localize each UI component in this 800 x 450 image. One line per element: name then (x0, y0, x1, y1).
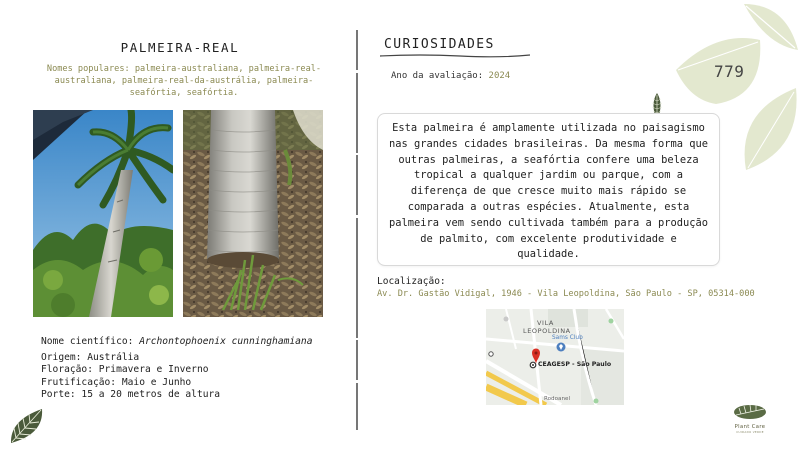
scientific-name-row (41, 336, 312, 349)
curiosity-card (377, 113, 720, 266)
curiosity-text: Esta palmeira é amplamente utilizada no paisagismo nas grandes cidades brasileiras. Da mesma forma que outras palmeiras, a seafórtia confere uma beleza tropical a qualquer jardim ou parque, com a diferença de que cresce muito mais rápido se comparada a outras espécies. Atualmente, esta palmeira vem sendo cultivada também para a produção de palmito, com excelente produtividade e qualidade. (388, 122, 709, 261)
column-divider (356, 30, 358, 430)
location-address[interactable]: Av. Dr. Gastão Vidigal, 1946 - Vila Leopoldina, São Paulo - SP, 05314-000 (377, 289, 755, 299)
location-map[interactable] (486, 309, 624, 405)
scientific-name-label: Nome científico: (41, 336, 134, 347)
year-value: 2024 (488, 71, 511, 81)
map-area-line2: LEOPOLDINA (523, 327, 571, 335)
badge-number: 779 (714, 62, 745, 81)
plant-facts (41, 336, 312, 402)
map-poi-label: Sams Club (552, 335, 583, 341)
fruiting: Frutificação: Maio e Junho (41, 376, 192, 388)
plant-title: PALMEIRA-REAL (120, 40, 240, 55)
origin: Origem: Austrália (41, 351, 140, 363)
location-label: Localização: (377, 276, 446, 287)
logo-name: Plant Care (734, 424, 766, 430)
map-road-label: Rodoanel (544, 396, 570, 402)
leaf-bottom-left-icon (8, 406, 46, 446)
curiosidades-heading: CURIOSIDADES (384, 37, 495, 52)
popular-names: Nomes populares: palmeira-australiana, palmeira-real-australiana, palmeira-real-da-austrália, palmeira-seafórtia, seafórtia. (46, 64, 322, 98)
evaluation-year (391, 71, 510, 81)
map-area-label (523, 319, 571, 335)
year-label: Ano da avaliação: (391, 71, 484, 81)
decorative-leaves-icon (676, 0, 800, 175)
scientific-name-value: Archontophoenix cunninghamiana (139, 336, 313, 347)
map-place-label: CEAGESP - São Paulo (538, 361, 612, 368)
plant-care-logo (728, 402, 772, 434)
palm-trunk-photo (183, 110, 323, 317)
map-area-line1: VILA (537, 319, 554, 327)
size: Porte: 15 a 20 metros de altura (41, 389, 221, 400)
flowering: Floração: Primavera e Inverno (41, 364, 209, 375)
logo-tagline: CUIDADO VERDE (736, 430, 764, 434)
palm-canopy-photo (33, 110, 173, 317)
heading-underline (380, 52, 530, 60)
logo-leaf-icon (733, 402, 767, 420)
